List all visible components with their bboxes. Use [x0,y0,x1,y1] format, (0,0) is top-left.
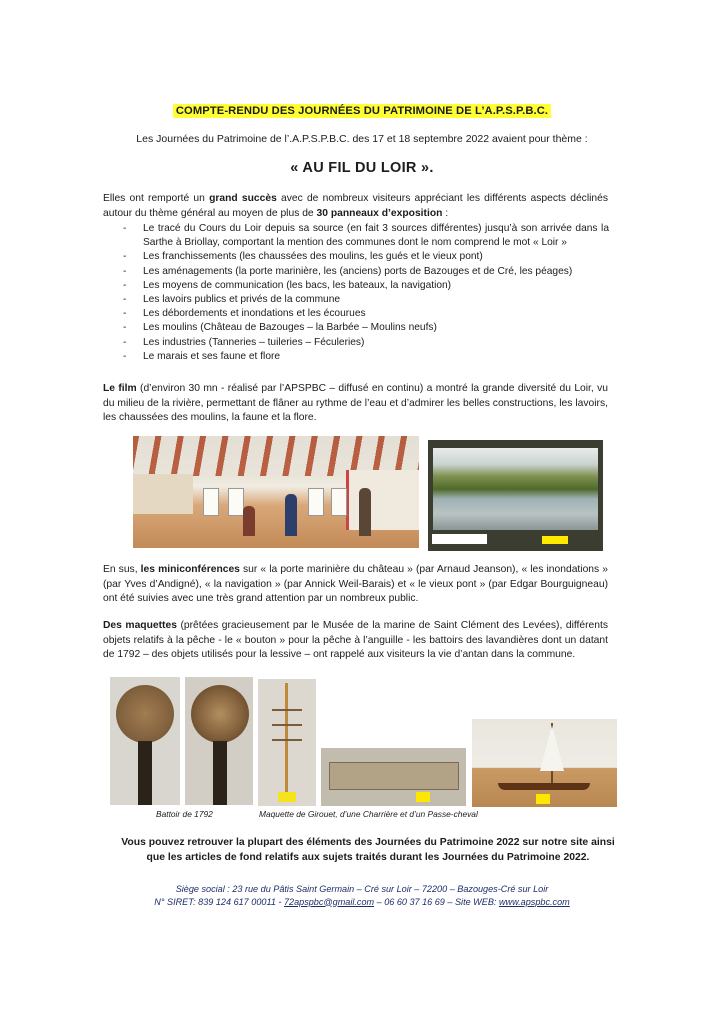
website-link[interactable]: www.apspbc.com [498,896,570,907]
battoir-back-photo [185,677,253,805]
list-item: - Le tracé du Cours du Loir depuis sa source (en fait 3 sources différentes) jusqu’à son arrivée dans la Sarthe à Briollay, comportant la mention des communes dont le nom comprend le mot « Loir » [119,222,609,250]
closing-note: Vous pouvez retrouver la plupart des éléments des Journées du Patrimoine 2022 sur notre site ainsi que les articles de fond relatifs aux sujets traités durant les Journées du Patrimoine 2022. [121,837,615,863]
panel-topics-list [119,222,609,364]
paragraph-success: Elles ont remporté un grand succès avec de nombreux visiteurs appréciant les différents aspects déclinés autour du thème général au moyen de plus de 30 panneaux d’exposition : [103,193,609,219]
paragraph-film: Le film (d’environ 30 mn - réalisé par l’APSPBC – diffusé en continu) a montré la grande diversité du Loir, vu du milieu de la rivière, permettant de flâner au rythme de l’eau et d’admirer les belles constructions, les lavoirs, les chaussées des moulins, la faune et la flore. [103,383,608,424]
theme-heading: « AU FIL DU LOIR ». [290,160,434,176]
list-item: - Les moulins (Château de Bazouges – la Barbée – Moulins neufs) [119,321,609,335]
email-link[interactable]: 72apspbc@gmail.com [283,896,375,907]
caption-battoir: Battoir de 1792 [156,809,213,819]
list-item: - Les franchissements (les chaussées des moulins, les gués et le vieux pont) [119,250,609,264]
list-item: - Les débordements et inondations et les écourues [119,307,609,321]
girouet-model-photo [258,679,316,806]
paragraph-conferences: En sus, les miniconférences sur « la porte marinière du château » (par Arnaud Jeanson), « les inondations » (par Yves d’Andigné), « la navigation » (par Annick Weil-Barais) et « le vieux pont » (par Edgar Bourguigneau) ont été suivies avec une très grand attention par un nombreux public. [103,564,609,605]
list-item: - Les lavoirs publics et privés de la commune [119,293,609,307]
passe-cheval-model-photo [472,719,617,807]
intro-line: Les Journées du Patrimoine de l’.A.P.S.P.B.C. des 17 et 18 septembre 2022 avaient pour thème : [136,133,588,145]
footer [0,883,724,908]
list-item: - Les industries (Tanneries – tuileries – Féculeries) [119,336,609,350]
title-block [0,101,724,119]
caption-maquette: Maquette de Girouet, d’une Charrière et d’un Passe-cheval [259,809,478,819]
battoir-front-photo [110,677,180,805]
paragraph-models: Des maquettes (prêtées gracieusement par le Musée de la marine de Saint Clément des Levées), différents objets relatifs à la pêche - le « bouton » pour la pêche à l’anguille - les battoirs des lavandières dont un datant de 1792 – des objets utilisés pour la lessive – ont rappelé aux visiteurs la vie d’antan dans la commune. [103,620,609,661]
list-item: - Le marais et ses faune et flore [119,350,609,364]
river-film-photo [428,440,603,551]
footer-address: Siège social : 23 rue du Pâtis Saint Germain – Cré sur Loir – 72200 – Bazouges-Cré sur Loir [175,884,549,894]
charriere-model-photo [321,748,466,806]
footer-contact: N° SIRET: 839 124 617 00011 - 72apspbc@gmail.com – 06 60 37 16 69 – Site WEB: www.apspbc.com [154,896,570,907]
list-item: - Les moyens de communication (les bacs, les bateaux, la navigation) [119,279,609,293]
exhibition-hall-photo [133,436,419,548]
list-item: - Les aménagements (la porte marinière, les (anciens) ports de Bazouges et de Cré, les péages) [119,265,609,279]
page-title: COMPTE-RENDU DES JOURNÉES DU PATRIMOINE DE L’A.P.S.P.B.C. [173,104,551,118]
